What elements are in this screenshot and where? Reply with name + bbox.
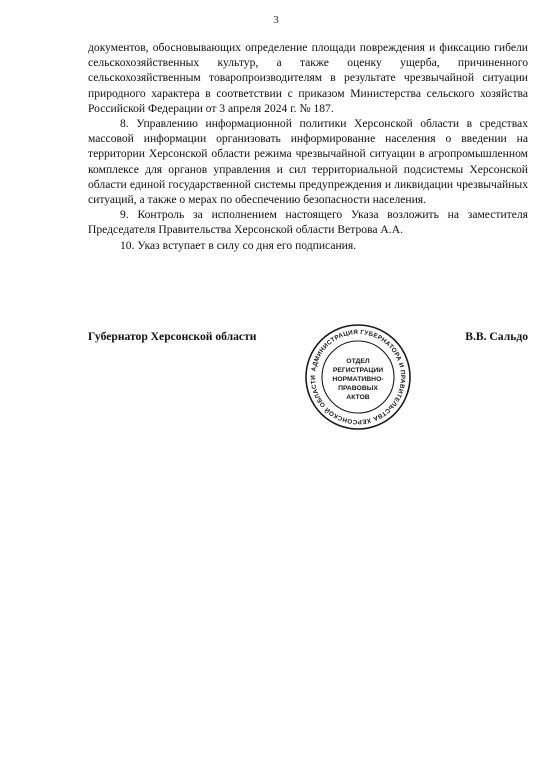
stamp-center-line: АКТОВ (346, 394, 370, 401)
paragraph-item-9: 9. Контроль за исполнением настоящего Указа возложить на заместителя Председателя Правительства Херсонской области Ветрова А.А. (88, 208, 528, 237)
paragraph-item-8: 8. Управлению информационной политики Херсонской области в средствах массовой информации организовать информирование населения о введении на территории Херсонской области режима чрезвычайной ситуации в агропромышленном комплексе для органов управления и сил территориальной подсистемы Херсонской области единой государственной системы предупреждения и ликвидации чрезвычайных ситуаций, а также о мерах по обеспечению безопасности населения. (88, 117, 528, 207)
page-number: 3 (273, 14, 279, 26)
stamp-center-line: ОТДЕЛ (346, 358, 370, 365)
signatory-name: В.В. Сальдо (465, 330, 528, 343)
document-body (88, 40, 528, 253)
official-stamp (303, 322, 413, 432)
stamp-center-line: ПРАВОВЫХ (338, 385, 378, 392)
paragraph-continuation: документов, обосновывающих определение площади повреждения и фиксацию гибели сельскохозяйственных культур, а также оценку ущерба, причиненного сельскохозяйственным товаропроизводителям в результате чрезвычайной ситуации природного характера в соответствии с приказом Министерства сельского хозяйства Российской Федерации от 3 апреля 2024 г. № 187. (88, 41, 528, 115)
stamp-center-line: РЕГИСТРАЦИИ (332, 367, 384, 374)
stamp-ring-text: АДМИНИСТРАЦИЯ ГУБЕРНАТОРА И ПРАВИТЕЛЬСТВА ХЕРСОНСКОЙ ОБЛАСТИ (309, 328, 407, 426)
signatory-title: Губернатор Херсонской области (88, 330, 257, 343)
stamp-center-line: НОРМАТИВНО- (332, 376, 384, 383)
paragraph-item-10: 10. Указ вступает в силу со дня его подписания. (120, 238, 357, 252)
